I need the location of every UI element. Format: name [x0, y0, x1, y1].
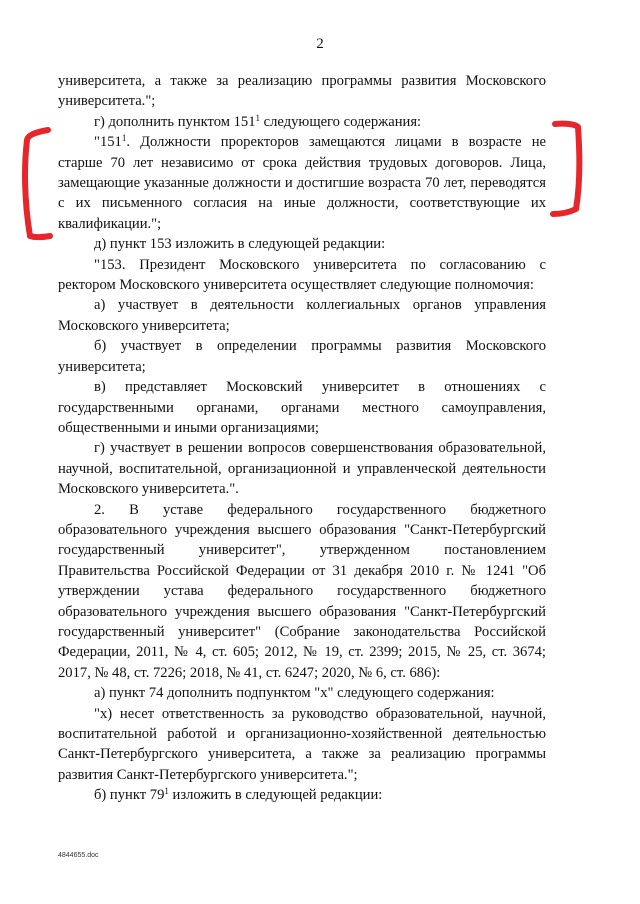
- paragraph-text: "153. Президент Московского университета по согласованию с ректором Московского университета осуществляет следующие полномочия:: [58, 256, 546, 294]
- paragraph-text: . Должности проректоров замещаются лицами в возрасте не старше 70 лет независимо от срока действия трудовых договоров. Лица, замещающие указанные должности и достигшие возраста 70 лет, переводятся с их письменного согласия на иные должности, соответствующие их квалификации.";: [58, 134, 546, 232]
- page-number: 2: [316, 36, 324, 52]
- paragraph-text: университета, а также за реализацию программы развития Московского университета.";: [58, 73, 546, 110]
- right-bracket-mark: [553, 124, 579, 214]
- paragraph: [58, 377, 546, 438]
- paragraph: [58, 71, 546, 112]
- paragraph-text: "151: [94, 134, 122, 151]
- superscript: 1: [255, 112, 261, 123]
- document-body: [58, 71, 546, 806]
- paragraph-text: в) представляет Московский университет в отношениях с государственными органами, органами местного самоуправления, общественными и иными организациями;: [58, 379, 546, 436]
- paragraph: [58, 704, 546, 786]
- paragraph-text: г) участвует в решении вопросов совершенствования образовательной, научной, воспитательной, организационной и управленческой деятельности Московского университета.".: [58, 440, 546, 498]
- paragraph-text: а) пункт 74 дополнить подпунктом "х" следующего содержания:: [94, 685, 495, 702]
- paragraph-text: "х) несет ответственность за руководство образовательной, научной, воспитательной работой и организационно-хозяйственной деятельностью Санкт-Петербургского университета, а также за реализацию программы развития Санкт-Петербургского университета.";: [58, 705, 546, 783]
- paragraph: [58, 112, 546, 132]
- file-footer: 4844655.doc: [58, 852, 99, 859]
- left-bracket-mark: [25, 130, 50, 237]
- paragraph: [58, 683, 546, 703]
- paragraph: [58, 500, 546, 684]
- paragraph-text: д) пункт 153 изложить в следующей редакции:: [94, 236, 386, 253]
- paragraph: [58, 255, 546, 296]
- paragraph-text: г) дополнить пунктом 151: [94, 113, 256, 130]
- superscript: 1: [121, 133, 127, 144]
- paragraph: [58, 336, 546, 377]
- paragraph-text: б) участвует в определении программы развития Московского университета;: [58, 338, 546, 375]
- paragraph-text: а) участвует в деятельности коллегиальных органов управления Московского университета;: [58, 297, 546, 334]
- paragraph-text: следующего содержания:: [260, 113, 422, 130]
- paragraph-text: б) пункт 79: [94, 787, 165, 804]
- paragraph: [58, 785, 546, 805]
- paragraph-text: изложить в следующей редакции:: [168, 787, 383, 804]
- paragraph-text: 2. В уставе федерального государственного бюджетного образовательного учреждения высшего образования "Санкт-Петербургский государственный университет", утвержденном постановлением Правительства Российской Федерации от 31 декабря 2010 г. № 1241 "Об утверждении устава федерального государственного бюджетного образовательного учреждения высшего образования "Санкт-Петербургский государственный университет" (Собрание законодательства Российской Федерации, 2011, № 4, ст. 605; 2012, № 19, ст. 2399; 2015, № 25, ст. 3674; 2017, № 48, ст. 7226; 2018, № 41, ст. 6247; 2020, № 6, ст. 686):: [58, 501, 546, 681]
- paragraph: [58, 132, 546, 234]
- paragraph: [58, 295, 546, 336]
- paragraph: [58, 234, 546, 254]
- paragraph: [58, 438, 546, 499]
- superscript: 1: [164, 786, 169, 797]
